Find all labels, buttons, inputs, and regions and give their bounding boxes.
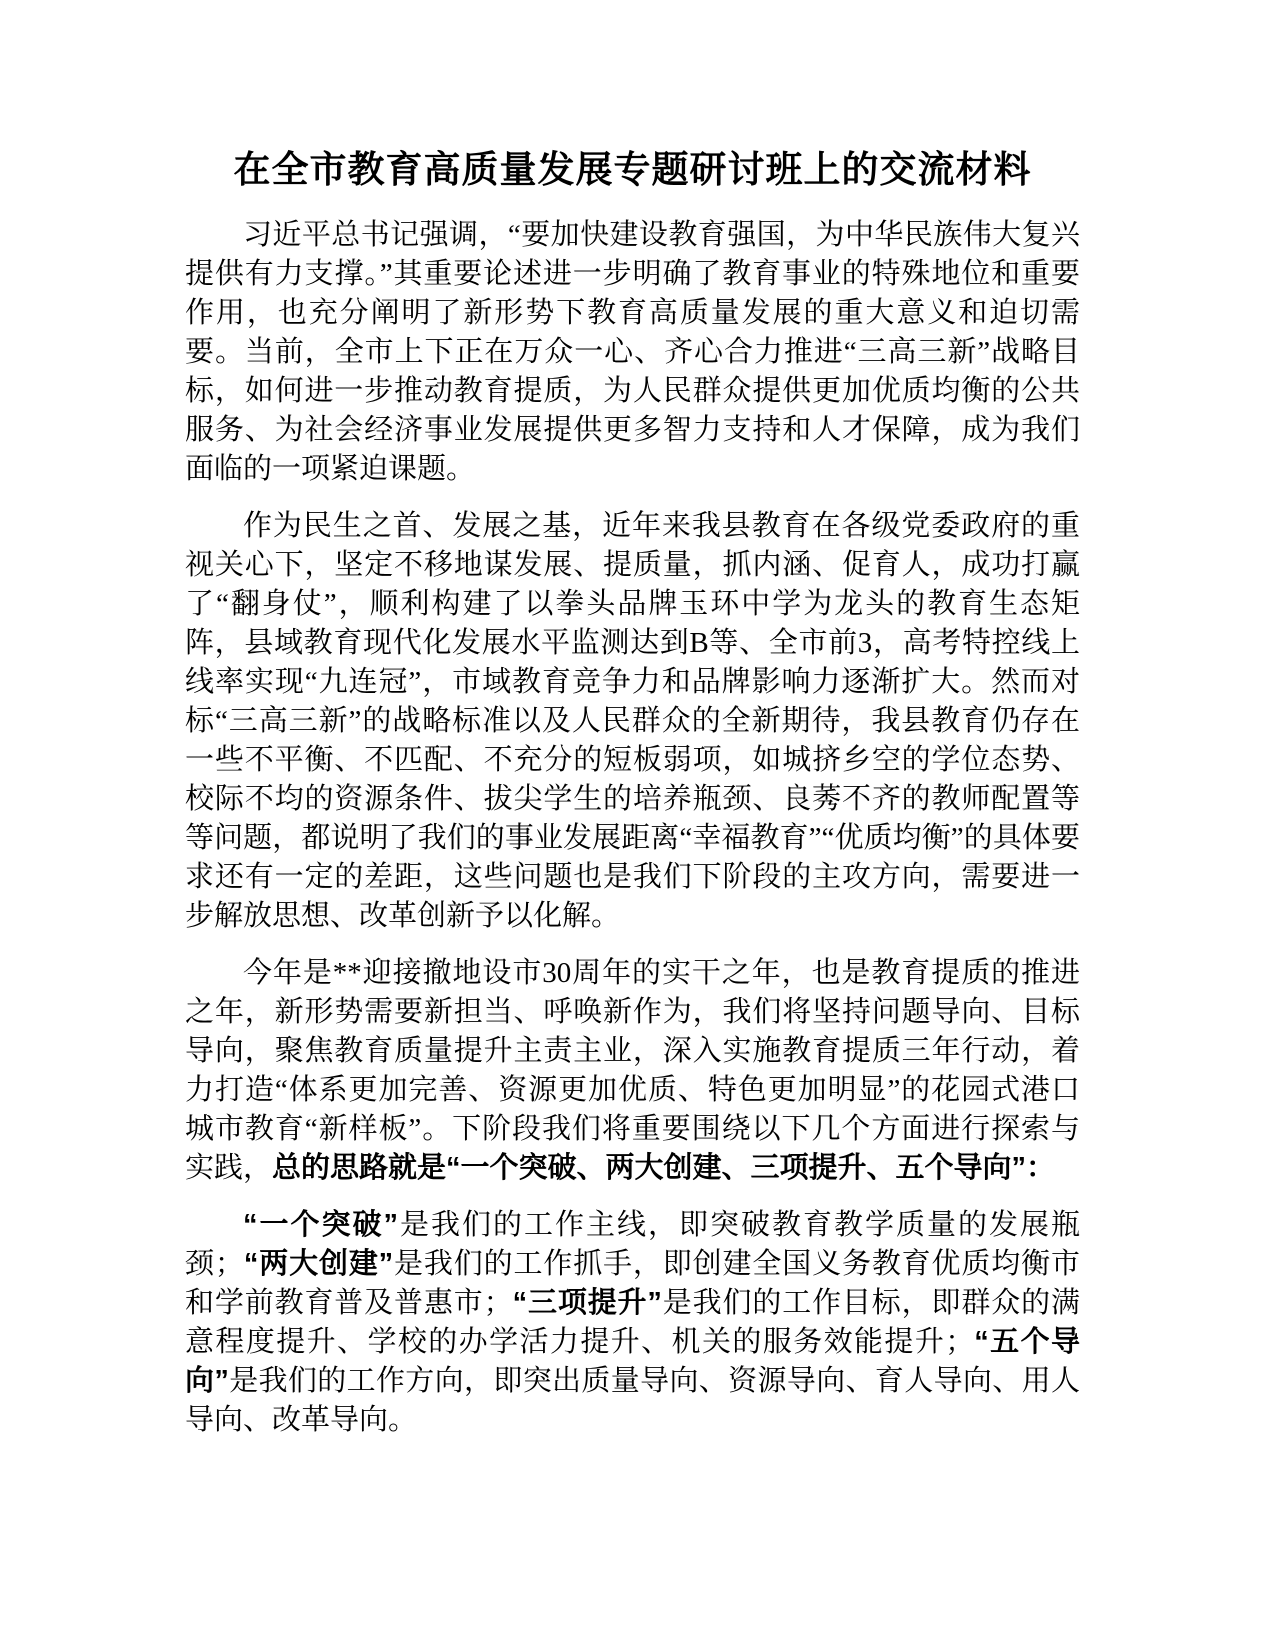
key-term-three-improvements: “三项提升” <box>512 1287 662 1319</box>
paragraph-4-run-2: 是我们的工作主线，即突破教育教学质量的发展瓶颈； <box>185 1209 1080 1280</box>
paragraph-4-run-6: 是我们的工作目标，即群众的满意程度提升、学校的办学活力提升、机关的服务效能提升； <box>185 1287 1080 1358</box>
paragraph-4-run-8: 是我们的工作方向，即突出质量导向、资源导向、育人导向、用人导向、改革导向。 <box>185 1365 1080 1436</box>
key-term-one-breakthrough: “一个突破” <box>243 1209 398 1241</box>
paragraph-4 <box>185 1206 1080 1440</box>
paragraph-3-key-phrase: 总的思路就是“一个突破、两大创建、三项提升、五个导向”： <box>272 1152 1056 1184</box>
key-term-five-orientations: “五个导向” <box>185 1326 1080 1397</box>
paragraph-1-run-1: 习近平总书记强调，“要加快建设教育强国，为中华民族伟大复兴提供有力支撑。”其重要论述进一步明确了教育事业的特殊地位和重要作用，也充分阐明了新形势下教育高质量发展的重大意义和迫切需要。当前，全市上下正在万众一心、齐心合力推进“三高三新”战略目标，如何进一步推动教育提质，为人民群众提供更加优质均衡的公共服务、为社会经济事业发展提供更多智力支持和人才保障，成为我们面临的一项紧迫课题。 <box>185 219 1080 485</box>
paragraph-2 <box>185 507 1080 936</box>
paragraph-3-run-1: 今年是**迎接撤地设市30周年的实干之年，也是教育提质的推进之年，新形势需要新担当、呼唤新作为，我们将坚持问题导向、目标导向，聚焦教育质量提升主责主业，深入实施教育提质三年行动，着力打造“体系更加完善、资源更加优质、特色更加明显”的花园式港口城市教育“新样板”。下阶段我们将重要围绕以下几个方面进行探索与实践， <box>185 957 1080 1184</box>
key-term-two-creations: “两大创建” <box>243 1248 394 1280</box>
paragraph-1 <box>185 216 1080 489</box>
paragraph-4-run-4: 是我们的工作抓手，即创建全国义务教育优质均衡市和学前教育普及普惠市； <box>185 1248 1080 1319</box>
paragraph-3 <box>185 954 1080 1188</box>
paragraph-2-run-1: 作为民生之首、发展之基，近年来我县教育在各级党委政府的重视关心下，坚定不移地谋发展、提质量，抓内涵、促育人，成功打赢了“翻身仗”，顺利构建了以拳头品牌玉环中学为龙头的教育生态矩阵，县域教育现代化发展水平监测达到B等、全市前3，高考特控线上线率实现“九连冠”，市域教育竞争力和品牌影响力逐渐扩大。然而对标“三高三新”的战略标准以及人民群众的全新期待，我县教育仍存在一些不平衡、不匹配、不充分的短板弱项，如城挤乡空的学位态势、校际不均的资源条件、拔尖学生的培养瓶颈、良莠不齐的教师配置等等问题，都说明了我们的事业发展距离“幸福教育”“优质均衡”的具体要求还有一定的差距，这些问题也是我们下阶段的主攻方向，需要进一步解放思想、改革创新予以化解。 <box>185 510 1080 932</box>
document-title: 在全市教育高质量发展专题研讨班上的交流材料 <box>233 149 1032 190</box>
